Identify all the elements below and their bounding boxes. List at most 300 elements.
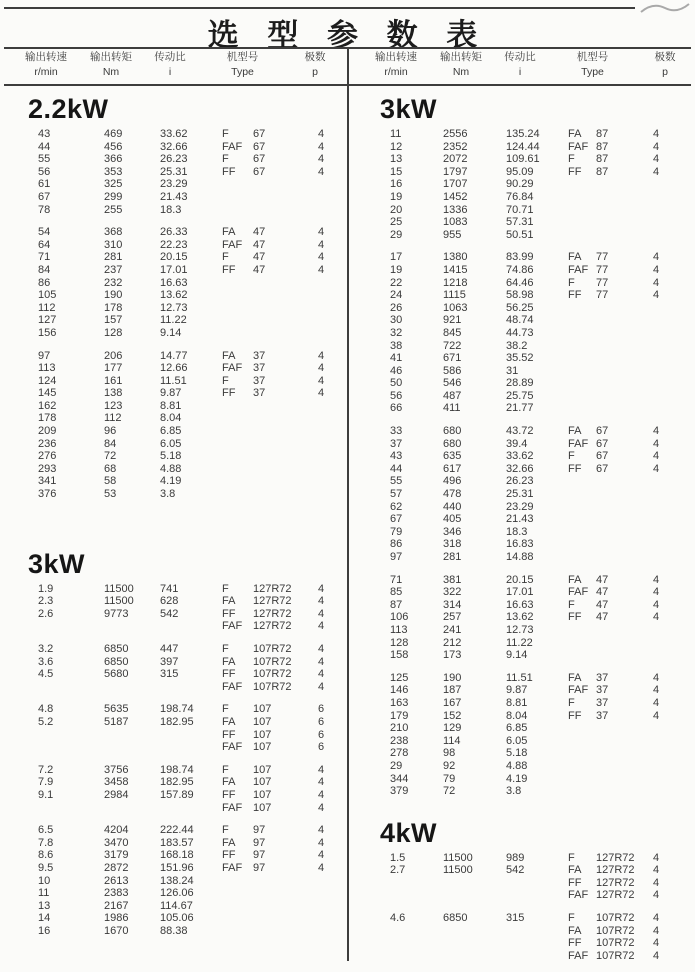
torque-cell: 128 bbox=[104, 326, 123, 339]
poles-cell: 4 bbox=[652, 696, 660, 709]
type-size-cell: 37 bbox=[596, 709, 609, 722]
torque-cell: 1986 bbox=[104, 912, 129, 925]
row-group bbox=[352, 425, 695, 564]
speed-cell: 8.6 bbox=[38, 849, 54, 862]
poles-cell bbox=[308, 463, 334, 476]
poles-cell bbox=[636, 302, 676, 315]
ratio-cell bbox=[160, 741, 222, 754]
torque-cell: 680 bbox=[443, 425, 462, 438]
ratio-cell: 31 bbox=[506, 364, 519, 377]
poles-cell: 4 bbox=[317, 668, 325, 681]
table-row bbox=[0, 362, 348, 375]
ratio-cell: 57.31 bbox=[506, 216, 534, 229]
poles-cell: 4 bbox=[317, 620, 325, 633]
torque-cell: 241 bbox=[443, 623, 462, 636]
type-size-cell: 127R72 bbox=[253, 620, 292, 633]
torque-cell: 1707 bbox=[443, 178, 468, 191]
type-prefix-cell bbox=[222, 289, 253, 302]
table-row bbox=[352, 450, 695, 463]
poles-cell: 4 bbox=[652, 586, 660, 599]
poles-cell: 4 bbox=[652, 684, 660, 697]
column-header bbox=[432, 50, 490, 84]
poles-cell: 4 bbox=[652, 153, 660, 166]
ratio-cell: 12.73 bbox=[506, 623, 534, 636]
speed-cell: 145 bbox=[38, 387, 57, 400]
type-size-cell bbox=[253, 875, 308, 888]
table-row bbox=[0, 862, 348, 875]
torque-cell: 129 bbox=[443, 722, 462, 735]
type-size-cell: 37 bbox=[596, 671, 609, 684]
table-row bbox=[0, 400, 348, 413]
ratio-cell bbox=[506, 889, 568, 902]
ratio-cell: 14.77 bbox=[160, 349, 188, 362]
torque-cell: 161 bbox=[104, 374, 123, 387]
table-row bbox=[0, 463, 348, 476]
type-size-cell: 37 bbox=[253, 362, 266, 375]
ratio-cell: 33.62 bbox=[506, 450, 534, 463]
poles-cell bbox=[636, 377, 676, 390]
speed-cell: 22 bbox=[390, 276, 403, 289]
poles-cell bbox=[636, 475, 676, 488]
column-header bbox=[550, 50, 635, 84]
ratio-cell: 157.89 bbox=[160, 788, 194, 801]
speed-cell: 64 bbox=[38, 238, 51, 251]
speed-cell: 37 bbox=[390, 437, 403, 450]
ratio-cell: 16.63 bbox=[506, 598, 534, 611]
row-group bbox=[0, 583, 348, 633]
type-size-cell: 37 bbox=[596, 684, 609, 697]
table-row bbox=[352, 684, 695, 697]
type-size-cell: 67 bbox=[253, 153, 266, 166]
column-header-unit: r/min bbox=[34, 66, 58, 78]
ratio-cell: 628 bbox=[160, 595, 179, 608]
type-size-cell: 37 bbox=[253, 387, 266, 400]
speed-cell: 236 bbox=[38, 437, 57, 450]
type-size-cell bbox=[253, 412, 308, 425]
row-group bbox=[352, 574, 695, 662]
ratio-cell: 6.85 bbox=[160, 425, 182, 438]
poles-cell: 4 bbox=[317, 801, 325, 814]
ratio-cell: 28.89 bbox=[506, 377, 534, 390]
type-size-cell bbox=[253, 925, 308, 938]
type-size-cell bbox=[596, 785, 636, 798]
torque-cell: 2613 bbox=[104, 874, 129, 887]
ratio-cell: 32.66 bbox=[506, 462, 534, 475]
torque-cell: 469 bbox=[104, 128, 123, 140]
type-prefix-cell: FF bbox=[222, 165, 236, 178]
speed-cell: 238 bbox=[390, 734, 409, 747]
speed-cell bbox=[390, 937, 443, 950]
type-prefix-cell: FF bbox=[568, 709, 582, 722]
poles-cell bbox=[308, 450, 334, 463]
ratio-cell: 198.74 bbox=[160, 763, 194, 776]
type-prefix-cell bbox=[568, 475, 596, 488]
speed-cell: 57 bbox=[390, 488, 403, 501]
type-prefix-cell: FAF bbox=[222, 741, 243, 754]
torque-cell: 346 bbox=[443, 525, 462, 538]
speed-cell: 113 bbox=[390, 623, 408, 636]
torque-cell: 6850 bbox=[104, 655, 129, 668]
torque-cell: 1083 bbox=[443, 216, 468, 229]
poles-cell: 4 bbox=[652, 876, 660, 889]
poles-cell bbox=[308, 400, 334, 413]
type-size-cell: 37 bbox=[253, 349, 266, 362]
ratio-cell: 48.74 bbox=[506, 314, 534, 327]
table-row bbox=[0, 802, 348, 815]
table-row bbox=[0, 608, 348, 621]
speed-cell: 124 bbox=[38, 374, 57, 387]
speed-cell bbox=[38, 741, 104, 754]
poles-cell bbox=[636, 624, 676, 637]
column-header-unit: r/min bbox=[384, 66, 408, 78]
type-size-cell: 47 bbox=[253, 238, 266, 251]
poles-cell: 4 bbox=[652, 437, 660, 450]
torque-cell: 3470 bbox=[104, 836, 129, 849]
torque-cell: 58 bbox=[104, 475, 117, 488]
torque-cell: 845 bbox=[443, 326, 462, 339]
type-prefix-cell: FAF bbox=[568, 437, 589, 450]
torque-cell: 671 bbox=[443, 352, 462, 365]
poles-cell: 4 bbox=[652, 949, 660, 962]
type-prefix-cell: F bbox=[568, 153, 575, 166]
row-group bbox=[0, 643, 348, 693]
table-row bbox=[0, 141, 348, 154]
speed-cell: 62 bbox=[390, 500, 403, 513]
speed-cell bbox=[38, 802, 104, 815]
type-size-cell: 127R72 bbox=[596, 889, 635, 902]
type-prefix-cell: F bbox=[222, 128, 229, 140]
type-prefix-cell: FAF bbox=[568, 684, 589, 697]
torque-cell: 1415 bbox=[443, 263, 468, 276]
column-header-label: 输出转矩 bbox=[440, 51, 482, 63]
ratio-cell bbox=[160, 802, 222, 815]
type-prefix-cell: FAF bbox=[568, 586, 589, 599]
type-prefix-cell: FA bbox=[222, 836, 236, 849]
type-prefix-cell: FAF bbox=[222, 238, 243, 251]
table-row bbox=[352, 599, 695, 612]
type-size-cell bbox=[253, 475, 308, 488]
row-group bbox=[352, 251, 695, 415]
ratio-cell: 315 bbox=[160, 668, 179, 681]
power-heading: 4kW bbox=[380, 817, 438, 848]
type-prefix-cell: FF bbox=[222, 668, 236, 681]
table-row bbox=[0, 656, 348, 669]
speed-cell: 11 bbox=[38, 887, 50, 900]
ratio-cell: 12.66 bbox=[160, 362, 188, 375]
table-row bbox=[0, 128, 348, 141]
speed-cell: 10 bbox=[38, 874, 51, 887]
speed-cell: 97 bbox=[38, 349, 51, 362]
poles-cell: 4 bbox=[317, 153, 325, 166]
poles-cell bbox=[308, 302, 334, 315]
ratio-cell: 135.24 bbox=[506, 128, 540, 140]
torque-cell bbox=[104, 741, 160, 754]
torque-cell: 6850 bbox=[443, 912, 468, 925]
table-row bbox=[0, 387, 348, 400]
ratio-cell: 989 bbox=[506, 851, 525, 864]
torque-cell: 405 bbox=[443, 513, 462, 526]
type-size-cell bbox=[253, 314, 308, 327]
table-row bbox=[0, 450, 348, 463]
table-row bbox=[0, 204, 348, 217]
torque-cell bbox=[443, 925, 506, 938]
ratio-cell: 95.09 bbox=[506, 165, 534, 178]
poles-cell bbox=[308, 900, 334, 913]
torque-cell: 11500 bbox=[104, 582, 134, 595]
table-row bbox=[352, 747, 695, 760]
speed-cell: 86 bbox=[390, 538, 403, 551]
speed-cell: 20 bbox=[390, 203, 403, 216]
type-prefix-cell: FF bbox=[568, 611, 582, 624]
type-prefix-cell bbox=[568, 624, 596, 637]
table-row bbox=[352, 637, 695, 650]
ratio-cell: 90.29 bbox=[506, 178, 534, 191]
type-size-cell: 47 bbox=[253, 263, 266, 276]
type-size-cell bbox=[596, 302, 636, 315]
page-title: 选 型 参 数 表 bbox=[207, 18, 488, 53]
type-size-cell: 107 bbox=[253, 741, 272, 754]
table-row bbox=[352, 438, 695, 451]
type-size-cell bbox=[596, 365, 636, 378]
ratio-cell bbox=[506, 877, 568, 890]
poles-cell bbox=[636, 314, 676, 327]
type-prefix-cell: FA bbox=[222, 655, 236, 668]
ratio-cell: 50.51 bbox=[506, 228, 534, 241]
table-row bbox=[0, 595, 348, 608]
type-prefix-cell: FA bbox=[568, 671, 582, 684]
torque-cell: 456 bbox=[104, 140, 123, 153]
table-row bbox=[352, 141, 695, 154]
ratio-cell: 3.8 bbox=[160, 488, 176, 501]
speed-cell: 26 bbox=[390, 301, 403, 314]
type-prefix-cell: FF bbox=[568, 289, 582, 302]
poles-cell bbox=[636, 551, 676, 564]
table-row bbox=[352, 937, 695, 950]
speed-cell: 179 bbox=[390, 709, 409, 722]
type-prefix-cell: FAF bbox=[222, 861, 243, 874]
table-row bbox=[0, 438, 348, 451]
torque-cell: 2383 bbox=[104, 887, 129, 900]
poles-cell: 6 bbox=[317, 703, 325, 716]
speed-cell: 55 bbox=[38, 153, 51, 166]
type-prefix-cell bbox=[568, 747, 596, 760]
ratio-cell: 22.23 bbox=[160, 238, 188, 251]
table-row bbox=[0, 327, 348, 340]
table-row bbox=[352, 128, 695, 141]
poles-cell: 4 bbox=[652, 912, 660, 925]
type-size-cell bbox=[596, 538, 636, 551]
type-prefix-cell bbox=[222, 204, 253, 217]
type-prefix-cell bbox=[568, 538, 596, 551]
table-row bbox=[352, 586, 695, 599]
speed-cell: 43 bbox=[38, 128, 51, 140]
type-prefix-cell bbox=[222, 400, 253, 413]
torque-cell: 2167 bbox=[104, 899, 129, 912]
speed-cell: 112 bbox=[38, 301, 56, 314]
speed-cell: 379 bbox=[390, 785, 409, 798]
type-size-cell: 77 bbox=[596, 251, 609, 264]
speed-cell: 25 bbox=[390, 216, 403, 229]
poles-cell bbox=[308, 327, 334, 340]
ratio-cell: 182.95 bbox=[160, 776, 194, 789]
ratio-cell: 23.29 bbox=[506, 500, 534, 513]
type-prefix-cell bbox=[222, 488, 253, 501]
poles-cell bbox=[308, 277, 334, 290]
poles-cell: 4 bbox=[652, 864, 660, 877]
torque-cell: 586 bbox=[443, 364, 462, 377]
type-size-cell bbox=[596, 551, 636, 564]
torque-cell: 478 bbox=[443, 488, 462, 501]
table-row bbox=[0, 239, 348, 252]
table-row bbox=[352, 302, 695, 315]
type-size-cell bbox=[253, 191, 308, 204]
table-row bbox=[352, 624, 695, 637]
speed-cell: 163 bbox=[390, 696, 409, 709]
type-size-cell: 67 bbox=[596, 450, 609, 463]
ratio-cell: 17.01 bbox=[160, 263, 188, 276]
ratio-cell: 25.31 bbox=[160, 165, 188, 178]
type-size-cell: 107 bbox=[253, 776, 272, 789]
type-size-cell: 127R72 bbox=[253, 582, 292, 595]
speed-cell: 2.7 bbox=[390, 864, 406, 877]
ratio-cell: 8.04 bbox=[160, 412, 182, 425]
type-size-cell bbox=[596, 475, 636, 488]
column-header-label: 输出转速 bbox=[375, 51, 417, 63]
ratio-cell: 6.05 bbox=[160, 437, 182, 450]
type-prefix-cell bbox=[568, 302, 596, 315]
table-row bbox=[0, 875, 348, 888]
speed-cell: 71 bbox=[390, 573, 403, 586]
ratio-cell: 8.81 bbox=[506, 696, 528, 709]
speed-cell: 128 bbox=[390, 636, 409, 649]
ratio-cell: 222.44 bbox=[160, 824, 194, 837]
table-row bbox=[0, 251, 348, 264]
poles-cell bbox=[636, 402, 676, 415]
ratio-cell: 542 bbox=[506, 864, 525, 877]
table-row bbox=[352, 216, 695, 229]
type-size-cell bbox=[596, 377, 636, 390]
torque-cell: 177 bbox=[104, 362, 123, 375]
type-prefix-cell bbox=[222, 475, 253, 488]
column-header-label: 极数 bbox=[304, 51, 326, 63]
speed-cell: 78 bbox=[38, 203, 51, 216]
torque-cell: 79 bbox=[443, 772, 456, 785]
torque-cell: 546 bbox=[443, 377, 462, 390]
column-header-label: 传动比 bbox=[154, 51, 186, 63]
ratio-cell: 4.88 bbox=[160, 462, 182, 475]
poles-cell bbox=[308, 887, 334, 900]
poles-cell: 4 bbox=[652, 889, 660, 902]
torque-cell: 281 bbox=[443, 551, 462, 563]
ratio-cell: 39.4 bbox=[506, 437, 528, 450]
table-row bbox=[352, 735, 695, 748]
speed-cell: 4.5 bbox=[38, 668, 54, 681]
speed-cell: 55 bbox=[390, 475, 403, 488]
column-header-unit: Nm bbox=[452, 66, 470, 78]
poles-cell: 4 bbox=[317, 849, 325, 862]
ratio-cell: 11.22 bbox=[506, 636, 533, 649]
torque-cell: 5187 bbox=[104, 715, 129, 728]
type-size-cell: 77 bbox=[596, 276, 609, 289]
speed-cell: 24 bbox=[390, 289, 403, 302]
speed-cell: 293 bbox=[38, 462, 57, 475]
type-size-cell: 127R72 bbox=[253, 595, 292, 608]
table-row bbox=[0, 789, 348, 802]
speed-cell bbox=[390, 925, 443, 938]
ratio-cell: 35.52 bbox=[506, 352, 534, 365]
power-section bbox=[352, 94, 695, 798]
torque-cell: 72 bbox=[443, 785, 456, 798]
poles-cell: 4 bbox=[652, 611, 660, 624]
table-row bbox=[0, 178, 348, 191]
column-header bbox=[10, 50, 82, 84]
ratio-cell: 9.87 bbox=[160, 387, 182, 400]
poles-cell: 4 bbox=[652, 165, 660, 178]
column-header bbox=[285, 50, 345, 84]
type-prefix-cell bbox=[222, 412, 253, 425]
type-prefix-cell bbox=[568, 760, 596, 773]
type-size-cell bbox=[253, 289, 308, 302]
type-size-cell bbox=[596, 191, 636, 204]
left-column-header-row bbox=[0, 50, 348, 84]
table-row bbox=[352, 277, 695, 290]
table-row bbox=[0, 153, 348, 166]
torque-cell: 680 bbox=[443, 437, 462, 450]
speed-cell bbox=[38, 681, 104, 694]
poles-cell bbox=[636, 229, 676, 242]
type-size-cell bbox=[253, 204, 308, 217]
table-row bbox=[0, 900, 348, 913]
table-row bbox=[352, 925, 695, 938]
speed-cell: 4.6 bbox=[390, 912, 406, 925]
table-row bbox=[0, 668, 348, 681]
poles-cell: 4 bbox=[317, 362, 325, 375]
type-prefix-cell: FAF bbox=[222, 680, 243, 693]
speed-cell: 44 bbox=[38, 140, 51, 153]
type-prefix-cell bbox=[222, 925, 253, 938]
type-prefix-cell bbox=[222, 327, 253, 340]
torque-cell: 212 bbox=[443, 636, 462, 649]
type-prefix-cell bbox=[568, 390, 596, 403]
speed-cell: 38 bbox=[390, 339, 403, 352]
ratio-cell: 26.23 bbox=[506, 475, 534, 488]
speed-cell: 106 bbox=[390, 611, 409, 624]
ratio-cell: 64.46 bbox=[506, 276, 534, 289]
ratio-cell: 6.85 bbox=[506, 722, 528, 735]
column-header-label: 输出转矩 bbox=[90, 51, 132, 63]
torque-cell: 237 bbox=[104, 263, 123, 276]
table-row bbox=[0, 741, 348, 754]
column-header-unit: p bbox=[312, 66, 318, 78]
type-size-cell: 87 bbox=[596, 153, 609, 166]
table-row bbox=[0, 191, 348, 204]
speed-cell: 276 bbox=[38, 450, 57, 463]
poles-cell: 4 bbox=[652, 140, 660, 153]
poles-cell: 4 bbox=[317, 788, 325, 801]
type-prefix-cell bbox=[568, 722, 596, 735]
table-row bbox=[0, 166, 348, 179]
ratio-cell bbox=[160, 729, 222, 742]
table-row bbox=[0, 764, 348, 777]
type-prefix-cell: F bbox=[568, 598, 575, 611]
table-row bbox=[0, 350, 348, 363]
ratio-cell: 9.14 bbox=[506, 649, 528, 662]
speed-cell: 84 bbox=[38, 263, 51, 276]
torque-cell: 2872 bbox=[104, 861, 129, 874]
poles-cell: 4 bbox=[317, 824, 325, 837]
ratio-cell: 11.22 bbox=[160, 314, 187, 327]
poles-cell bbox=[308, 912, 334, 925]
